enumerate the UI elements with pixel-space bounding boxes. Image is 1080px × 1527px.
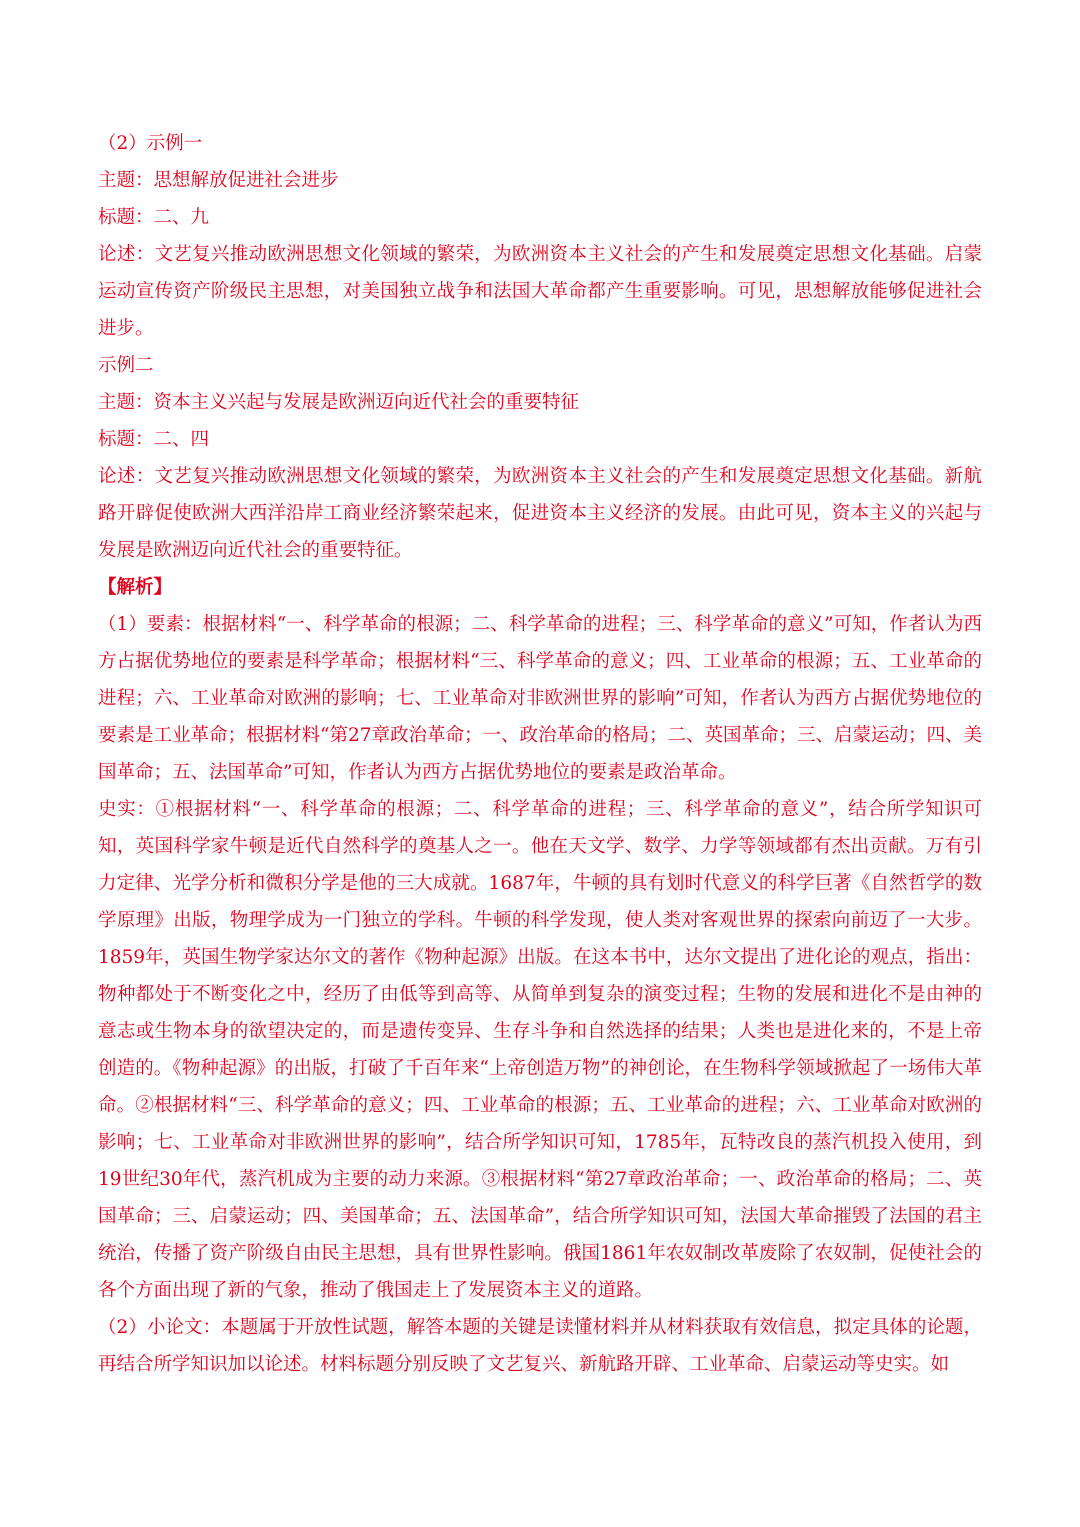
- example-one-titles: 标题：二、九: [98, 207, 210, 228]
- analysis-part-two-essay: （2）小论文：本题属于开放性试题，解答本题的关键是读懂材料并从材料获取有效信息，拟定具体的论题，再结合所学知识加以论述。材料标题分别反映了文艺复兴、新航路开辟、工业革命、启蒙运动等史实。如: [98, 1317, 982, 1375]
- analysis-heading: 【解析】: [98, 577, 173, 598]
- example-two-titles: 标题：二、四: [98, 429, 210, 450]
- analysis-historical-facts: 史实：①根据材料“一、科学革命的根源；二、科学革命的进程；三、科学革命的意义”，结合所学知识可知，英国科学家牛顿是近代自然科学的奠基人之一。他在天文学、数学、力学等领域都有杰出贡献。万有引力定律、光学分析和微积分学是他的三大成就。1687年，牛顿的具有划时代意义的科学巨著《自然哲学的数学原理》出版，物理学成为一门独立的学科。牛顿的科学发现，使人类对客观世界的探索向前迈了一大步。1859年，英国生物学家达尔文的著作《物种起源》出版。在这本书中，达尔文提出了进化论的观点，指出：物种都处于不断变化之中，经历了由低等到高等、从简单到复杂的演变过程；生物的发展和进化不是由神的意志或生物本身的欲望决定的，而是遗传变异、生存斗争和自然选择的结果；人类也是进化来的，不是上帝创造的。《物种起源》的出版，打破了千百年来“上帝创造万物”的神创论，在生物科学领域掀起了一场伟大革命。②根据材料“三、科学革命的意义；四、工业革命的根源；五、工业革命的进程；六、工业革命对欧洲的影响；七、工业革命对非欧洲世界的影响”，结合所学知识可知，1785年，瓦特改良的蒸汽机投入使用，到19世纪30年代，蒸汽机成为主要的动力来源。③根据材料“第27章政治革命；一、政治革命的格局；二、英国革命；三、启蒙运动；四、美国革命；五、法国革命”，结合所学知识可知，法国大革命摧毁了法国的君主统治，传播了资产阶级自由民主思想，具有世界性影响。俄国1861年农奴制改革废除了农奴制，促使社会的各个方面出现了新的气象，推动了俄国走上了发展资本主义的道路。: [98, 799, 982, 1301]
- example-one-argument: 论述：文艺复兴推动欧洲思想文化领域的繁荣，为欧洲资本主义社会的产生和发展奠定思想文化基础。启蒙运动宣传资产阶级民主思想，对美国独立战争和法国大革命都产生重要影响。可见，思想解放能够促进社会进步。: [98, 244, 982, 339]
- example-one-heading: （2）示例一: [98, 133, 203, 154]
- example-two-theme: 主题：资本主义兴起与发展是欧洲迈向近代社会的重要特征: [98, 392, 580, 413]
- example-one-theme: 主题：思想解放促进社会进步: [98, 170, 339, 191]
- analysis-part-one-elements: （1）要素：根据材料“一、科学革命的根源；二、科学革命的进程；三、科学革命的意义”可知，作者认为西方占据优势地位的要素是科学革命；根据材料“三、科学革命的意义；四、工业革命的根源；五、工业革命的进程；六、工业革命对欧洲的影响；七、工业革命对非欧洲世界的影响”可知，作者认为西方占据优势地位的要素是工业革命；根据材料“第27章政治革命；一、政治革命的格局；二、英国革命；三、启蒙运动；四、美国革命；五、法国革命”可知，作者认为西方占据优势地位的要素是政治革命。: [98, 614, 983, 783]
- example-two-argument: 论述：文艺复兴推动欧洲思想文化领域的繁荣，为欧洲资本主义社会的产生和发展奠定思想文化基础。新航路开辟促使欧洲大西洋沿岸工商业经济繁荣起来，促进资本主义经济的发展。由此可见，资本主义的兴起与发展是欧洲迈向近代社会的重要特征。: [98, 466, 982, 561]
- document-page: [98, 125, 982, 1383]
- example-two-heading: 示例二: [98, 355, 154, 376]
